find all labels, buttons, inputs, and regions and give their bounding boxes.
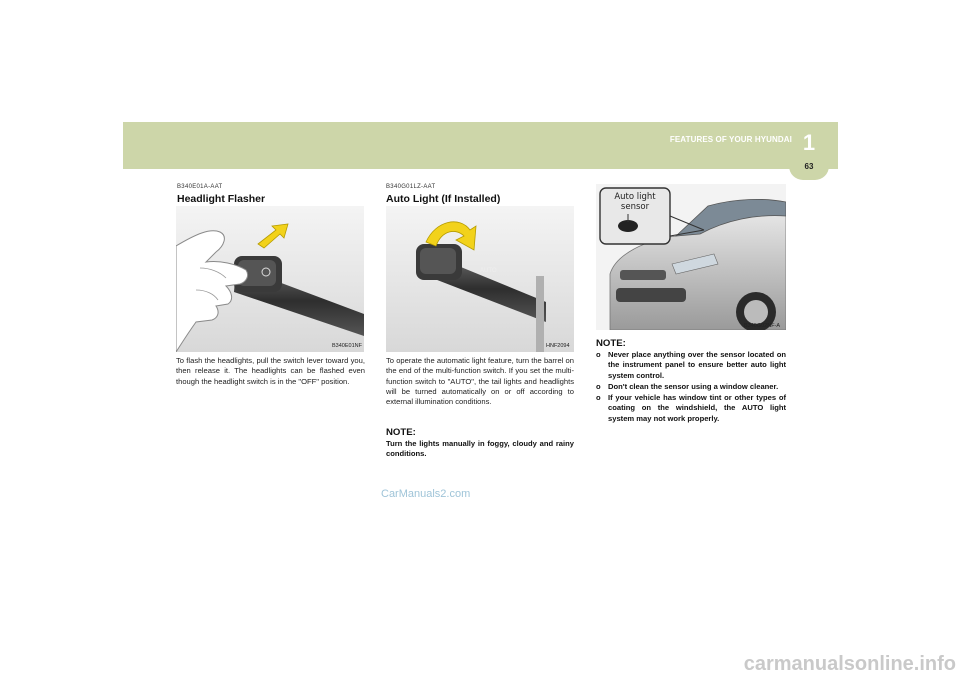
heading-auto-light: Auto Light (If Installed) [386,193,501,205]
chapter-number: 1 [802,130,816,155]
chapter-title: FEATURES OF YOUR HYUNDAI [669,135,792,144]
figure-code-auto-light: HNF2094 [546,343,570,349]
note-title-sensor: NOTE: [596,338,626,349]
section-code-auto-light: B340G01LZ-AAT [386,184,436,190]
note-text-auto-light: Turn the lights manually in foggy, cloudy and rainy conditions. [386,439,574,459]
section-code-headlight-flasher: B340E01A-AAT [177,184,223,190]
note-item [596,350,786,381]
figure-headlight-flasher [176,206,364,352]
figure-code-headlight-flasher: B340E01NF [332,343,362,349]
note-item [596,382,786,392]
bullet-marker: o [596,393,601,403]
sensor-note-list [596,350,786,425]
page-number: 63 [804,162,814,171]
svg-text:AUTO: AUTO [480,268,497,274]
note-item-text: Don't clean the sensor using a window cleaner. [608,381,779,391]
header-band [123,122,838,169]
body-auto-light: To operate the automatic light feature, turn the barrel on the end of the multi-function switch. If you set the multi-function switch to "AUTO", the tail lights and headlights will be turned automatically on or off according to external illumination conditions. [386,356,574,407]
bullet-marker: o [596,381,601,391]
figure-code-sensor: B340G02NF-A [744,323,781,329]
note-title-auto-light: NOTE: [386,427,416,438]
note-item-text: Never place anything over the sensor located on the instrument panel to ensure better auto light system control. [608,350,786,380]
bullet-marker: o [596,350,601,359]
note-item [596,393,786,424]
hand-on-lever-illustration [176,206,364,352]
site-watermark: carmanualsonline.info [743,653,956,675]
sensor-callout-label: Auto light sensor [614,192,656,212]
note-item-text: If your vehicle has window tint or other types of coating on the windshield, the AUTO light system may not work properly. [608,393,786,423]
multifunction-switch-illustration [386,206,574,352]
heading-headlight-flasher: Headlight Flasher [177,193,266,205]
carmanuals-watermark-link[interactable]: CarManuals2.com [381,488,471,500]
figure-auto-light [386,206,574,352]
body-headlight-flasher: To flash the headlights, pull the switch lever toward you, then release it. The headlights can be flashed even though the headlight switch is in the "OFF" position. [176,356,365,386]
